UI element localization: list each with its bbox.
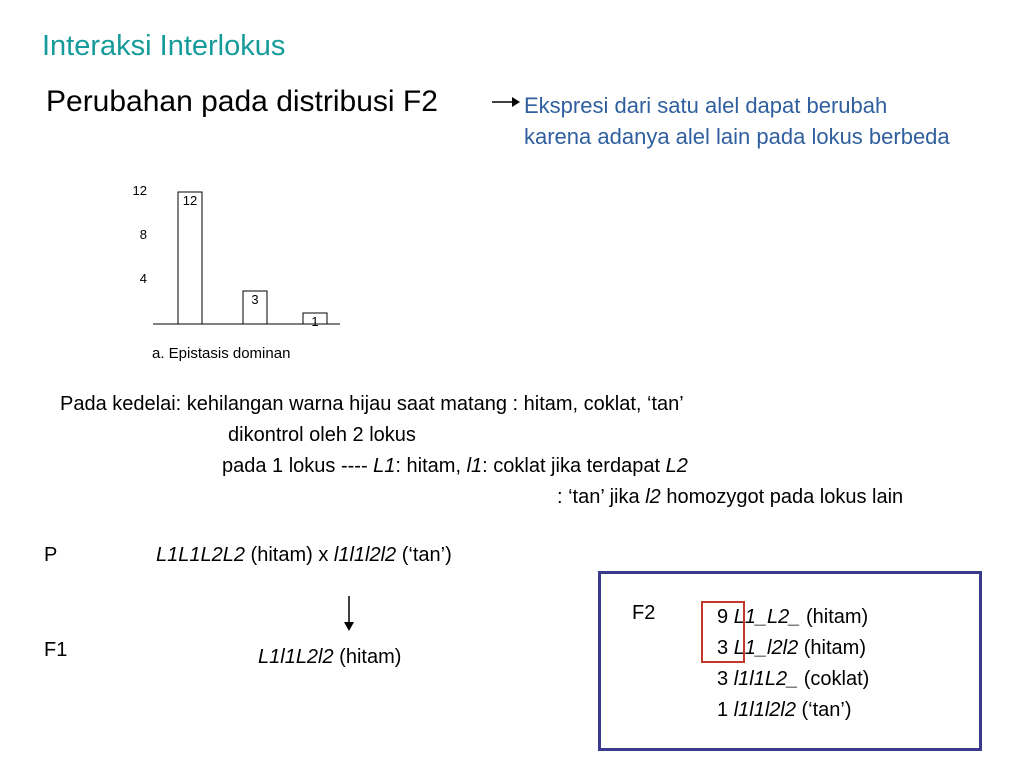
bar-data-label: 1	[311, 314, 319, 329]
highlight-box	[701, 601, 745, 663]
y-tick-label: 8	[139, 227, 147, 242]
explanation-note	[524, 90, 950, 152]
f1-result: L1l1L2l2 (hitam)	[258, 646, 402, 668]
f2-row: 1 l1l1l2l2 (‘tan’)	[717, 699, 852, 721]
description-line-4: : ‘tan’ jika l2 homozygot pada lokus lain	[557, 486, 904, 508]
bar	[178, 192, 202, 324]
description-line-3: pada 1 lokus ---- L1: hitam, l1: coklat jika terdapat L2	[222, 455, 688, 477]
arrow-down-icon	[341, 596, 357, 632]
chart-caption: a. Epistasis dominan	[152, 345, 291, 362]
p-label: P	[44, 544, 58, 566]
f2-label: F2	[632, 602, 656, 624]
p-cross: L1L1L2L2 (hitam) x l1l1l2l2 (‘tan’)	[156, 544, 452, 566]
f2-row: 3 l1l1L2_ (coklat)	[717, 668, 870, 690]
y-tick-label: 4	[139, 271, 147, 286]
description-line-2: dikontrol oleh 2 lokus	[228, 424, 416, 446]
f2-row: 9 L1_L2_ (hitam)	[717, 606, 869, 628]
slide-title: Interaksi Interlokus	[42, 30, 286, 62]
arrow-right-icon	[492, 92, 522, 112]
bar-chart	[120, 185, 350, 335]
description-line-1: Pada kedelai: kehilangan warna hijau saat matang : hitam, coklat, ‘tan’	[60, 393, 684, 415]
bar-data-label: 12	[182, 193, 198, 208]
f1-label: F1	[44, 639, 68, 661]
note-line-1: Ekspresi dari satu alel dapat berubah	[524, 93, 888, 118]
bar-data-label: 3	[251, 292, 259, 307]
slide-subtitle: Perubahan pada distribusi F2	[46, 85, 438, 118]
note-line-2: karena adanya alel lain pada lokus berbeda	[524, 124, 950, 149]
f2-row: 3 L1_l2l2 (hitam)	[717, 637, 866, 659]
y-tick-label: 12	[132, 185, 147, 198]
